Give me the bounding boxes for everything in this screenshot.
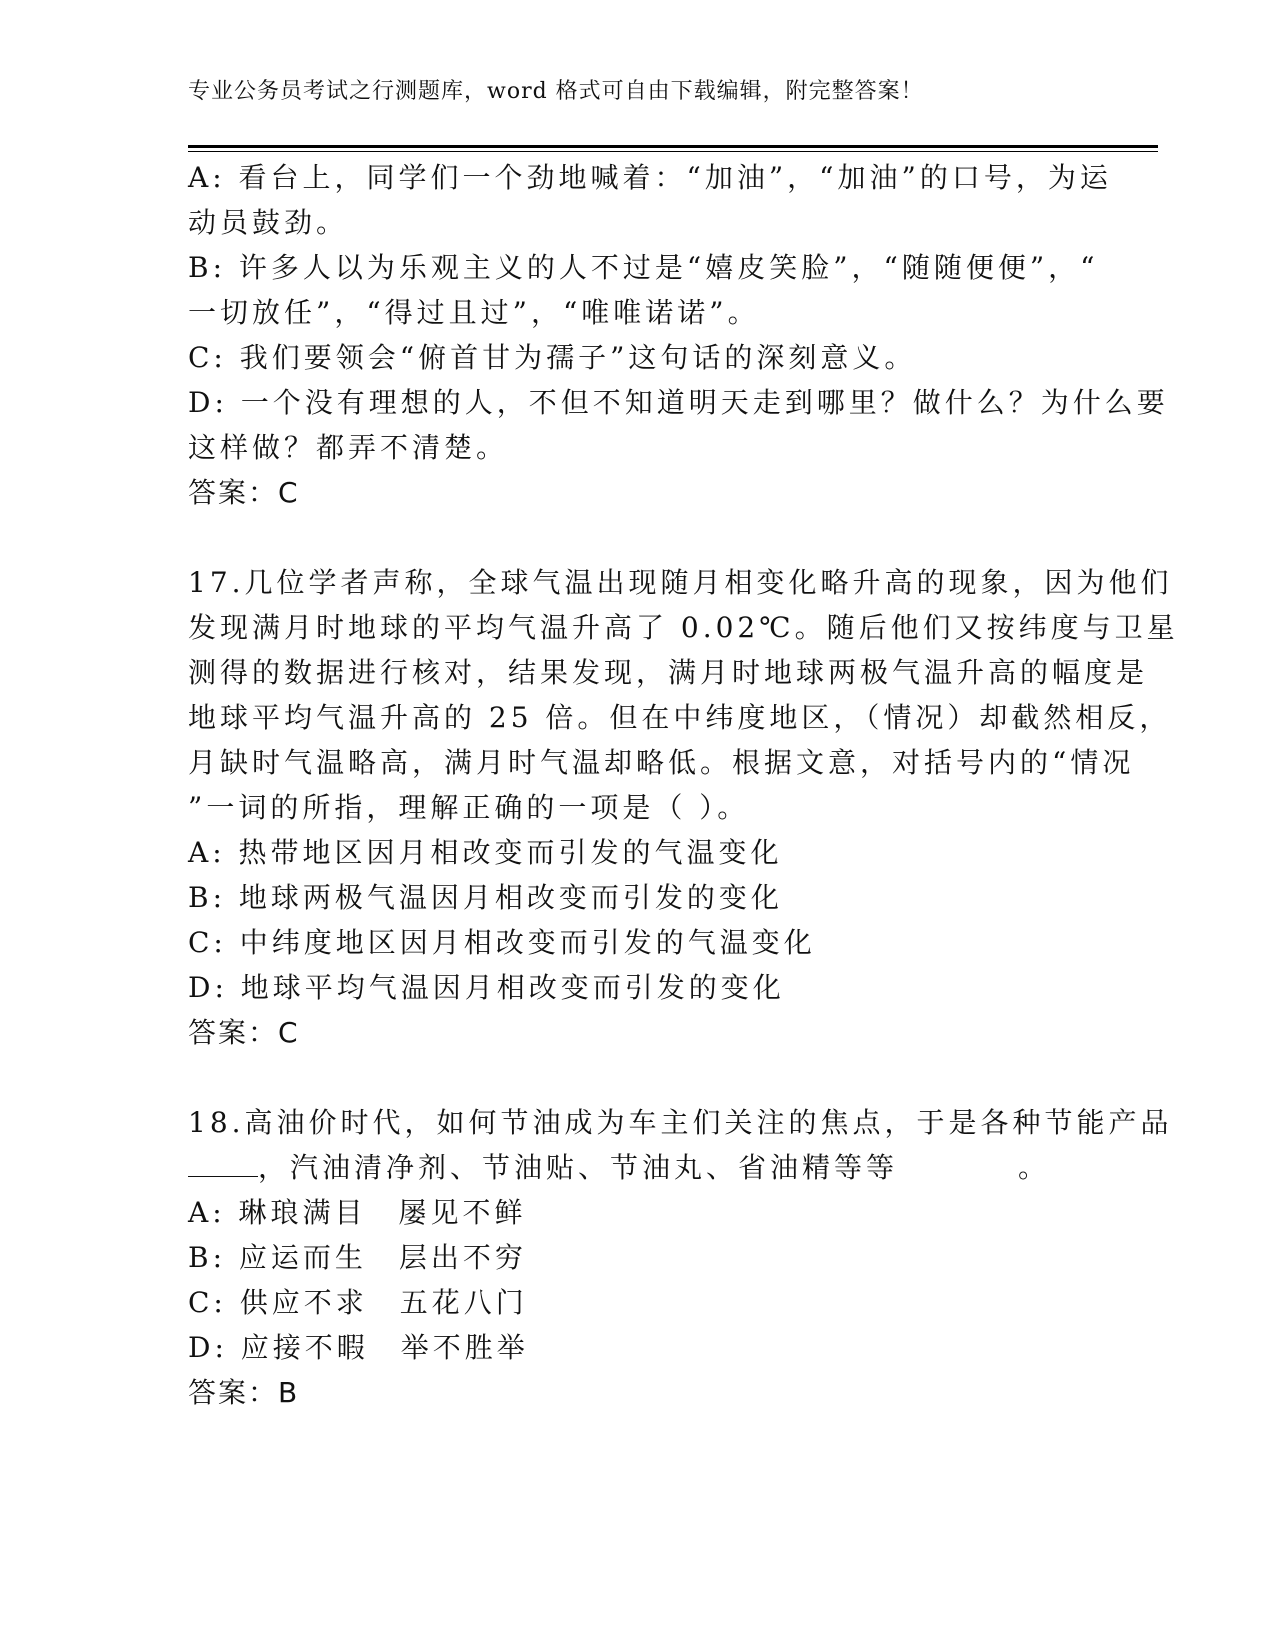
q18-answer: 答案：B	[188, 1376, 300, 1409]
q17-stem-line2: 发现满月时地球的平均气温升高了 0.02℃。随后他们又按纬度与卫星	[188, 611, 1179, 644]
q17-stem-line5: 月缺时气温略高，满月时气温却略低。根据文意，对括号内的“情况	[188, 746, 1135, 779]
question-content	[188, 155, 1179, 1415]
q16-option-a-line2: 动员鼓劲。	[188, 206, 349, 239]
spacer	[188, 515, 1088, 560]
q16-answer: 答案：C	[188, 476, 300, 509]
q16-option-c: C: 我们要领会“俯首甘为孺子”这句话的深刻意义。	[188, 341, 917, 374]
q18-stem-line2-end: 。	[1018, 1151, 1051, 1184]
q16-option-b-line2: 一切放任”，“得过且过”，“唯唯诺诺”。	[188, 296, 760, 329]
q18-stem-line2	[188, 1145, 1088, 1190]
q18-option-d: D: 应接不暇 举不胜举	[188, 1331, 529, 1364]
q16-option-d-line2: 这样做？都弄不清楚。	[188, 431, 509, 464]
q18-stem-line1: 18.高油价时代，如何节油成为车主们关注的焦点，于是各种节能产品	[188, 1106, 1173, 1139]
q17-stem-line4: 地球平均气温升高的 25 倍。但在中纬度地区，（情况）却截然相反，	[188, 701, 1172, 734]
spacer	[188, 1055, 1088, 1100]
q17-option-d: D: 地球平均气温因月相改变而引发的变化	[188, 971, 785, 1004]
q16-option-d-line1: D: 一个没有理想的人，不但不知道明天走到哪里？做什么？为什么要	[188, 386, 1169, 419]
q16-option-a-line1: A: 看台上，同学们一个劲地喊着：“加油”，“加油”的口号，为运	[188, 161, 1112, 194]
q17-option-a: A: 热带地区因月相改变而引发的气温变化	[188, 836, 783, 869]
q16-option-b-line1: B: 许多人以为乐观主义的人不过是“嬉皮笑脸”，“随随便便”，“	[188, 251, 1099, 284]
q18-option-c: C: 供应不求 五花八门	[188, 1286, 528, 1319]
header-rule-thick	[188, 145, 1158, 148]
q17-answer: 答案：C	[188, 1016, 300, 1049]
q17-option-c: C: 中纬度地区因月相改变而引发的气温变化	[188, 926, 816, 959]
q18-stem-line2-text: ，汽油清净剂、节油贴、节油丸、省油精等等	[258, 1151, 899, 1184]
q17-stem-line1: 17.几位学者声称，全球气温出现随月相变化略升高的现象，因为他们	[188, 566, 1173, 599]
q17-stem-line3: 测得的数据进行核对，结果发现，满月时地球两极气温升高的幅度是	[188, 656, 1149, 689]
header-rule-thin	[188, 151, 1158, 152]
q18-option-b: B: 应运而生 层出不穷	[188, 1241, 527, 1274]
page-header: 专业公务员考试之行测题库，word 格式可自由下载编辑，附完整答案！	[188, 79, 924, 104]
q17-stem-line6: ”一词的所指，理解正确的一项是（ ）。	[188, 791, 750, 824]
fill-blank-1	[188, 1146, 258, 1177]
q18-option-a: A: 琳琅满目 屡见不鲜	[188, 1196, 527, 1229]
q17-option-b: B: 地球两极气温因月相改变而引发的变化	[188, 881, 783, 914]
